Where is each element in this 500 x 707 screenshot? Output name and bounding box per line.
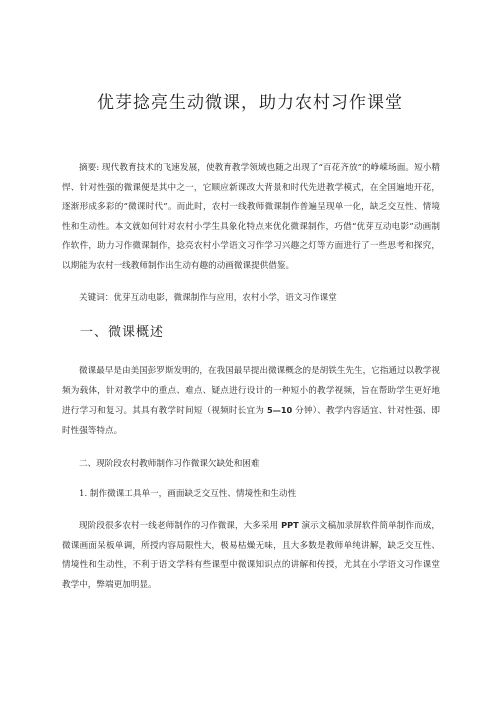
duration-range: 5—10 bbox=[266, 405, 293, 415]
abstract-paragraph: 摘要: 现代教育技术的飞速发展，使教育教学领域也随之出现了“百花齐放”的峥嵘场面。短小精悍、针对性强的微课便是其中之一，它顺应新课改大背景和时代先进教学模式，在全国遍地开花，逐渐形成多彩的“微课时代”。而此时，农村一线教师微课制作普遍呈现单一化，缺乏交互性、情境性和生动性。本文就如何针对农村小学生具象化特点来优化微课制作，巧借“优芽互动电影”动画制作软件，助力习作微课制作，捻亮农村小学语文习作学习兴趣之灯等方面进行了一些思考和探究，以期能为农村一线教师制作出生动有趣的动画微课提供借鉴。 bbox=[62, 163, 440, 271]
subsection-heading-single-tool: 1. 制作微课工具单一，画面缺乏交互性、情境性和生动性 bbox=[79, 489, 297, 499]
difficulties-text-end: 演示文稿加录屏软件简单制作而成，微课画面呆板单调，所授内容局限性大，极易枯燥无味，且大多数是教师单纯讲解，缺乏交互性、情境性和生动性，不利于语文学科有些课型中微课知识点的讲解和传授，尤其在小学语文习作课堂教学中，弊端更加明显。 bbox=[62, 521, 441, 590]
rural-difficulties-paragraph bbox=[62, 516, 440, 595]
overview-text-start: 微课最早是由美国彭罗斯发明的，在我国最早提出微课概念的是胡铁生先生，它指通过以教学视频为载体，针对教学中的重点、难点、疑点进行设计的一种短小的教学视频，旨在帮助学生更好地进行学习和复习。其具有教学时间短（视频时长宜为 bbox=[62, 366, 440, 416]
ppt-term: PPT bbox=[281, 520, 299, 530]
overview-text-end: 分钟）、教学内容适宜、针对性强、即时性强等特点。 bbox=[62, 406, 440, 436]
section-heading-rural-difficulties: 二、现阶段农村教师制作习作微课欠缺处和困难 bbox=[79, 459, 260, 469]
section-heading-microlesson-overview: 一、微课概述 bbox=[80, 325, 165, 340]
microlesson-overview-paragraph bbox=[62, 362, 440, 441]
page-title: 优芽捻亮生动微课，助力农村习作课堂 bbox=[97, 93, 403, 113]
difficulties-text-start: 现阶段很多农村一线老师制作的习作微课，大多采用 bbox=[79, 521, 282, 531]
keywords-line: 关键词：优芽互动电影，微课制作与应用，农村小学，语文习作课堂 bbox=[79, 293, 337, 303]
